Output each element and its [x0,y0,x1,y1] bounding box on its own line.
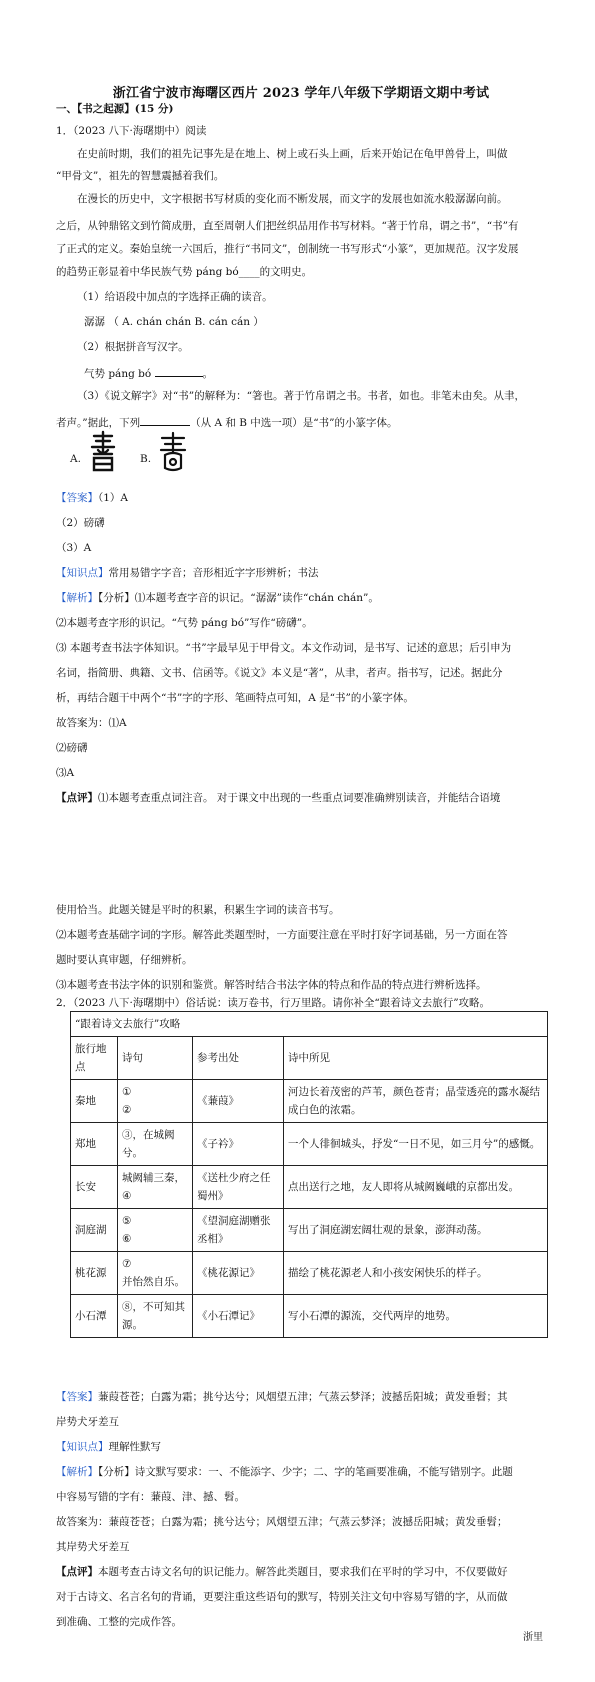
q1-knowledge-point [56,566,546,580]
table-cell: 城阙辅三秦， ④ [118,1166,193,1209]
q1-analysis-3: ⑶ 本题考查书法字体知识。“书”字最早见于甲骨文。本文作动词，是书写、记述的意思；后引申为 [56,642,512,654]
table-cell: 河边长着茂密的芦苇，颜色苍青；晶莹透亮的露水凝结成白色的浓霜。 [284,1080,548,1123]
analysis-text: 【分析】⑴本题考查字音的识记。“潺潺”读作“chán chán”。 [98,592,379,604]
option-b-label: B. [140,453,152,465]
table-header-cell: 诗中所见 [284,1037,548,1080]
table-cell: 一个人徘徊城头，抒发“一日不见，如三月兮”的感慨。 [284,1123,548,1166]
q1-sub3-cont [56,414,546,430]
q1-analysis-2: ⑵本题考查字形的识记。“气势 páng bó”写作“磅礴”。 [56,617,313,629]
table-header-cell: 诗句 [118,1037,193,1080]
option-a-label: A. [70,453,81,465]
knowledge-text: 理解性默写 [108,1441,161,1453]
table-cell: 《望洞庭湖赠张丞相》 [193,1209,284,1252]
q2-answer [56,1390,546,1404]
q1-sub3-text: 者声。”据此，下列 [56,417,141,429]
q2-final-answer-2: 其岸势犬牙差互 [56,1541,130,1553]
table-cell: ⑧，不可知其源。 [118,1295,193,1338]
q1-comment-2: 使用恰当。此题关键是平时的积累，积累生字词的读音书写。 [56,904,340,916]
analysis-tag: 【解析】 [56,592,98,604]
table-title: “跟着诗文去旅行”攻略 [71,1012,548,1037]
answer-blank [140,414,190,426]
table-header-row [71,1037,548,1080]
q2-analysis-2: 中容易写错的字有：蒹葭、津、撼、髫。 [56,1491,245,1503]
answer-blank [155,365,203,377]
q1-comment-3: ⑵本题考查基础字词的字形。解答此类题型时，一方面要注意在平时打好字词基础，另一方面在答 [56,929,508,941]
table-cell: ③，在城阙兮。 [118,1123,193,1166]
travel-guide-table [70,1011,548,1338]
q1-passage-line: 在漫长的历史中，文字根据书写材质的变化而不断发展，而文字的发展也如流水般潺潺向前。 [77,193,508,205]
q2-comment-3: 到准确、工整的完成作答。 [56,1616,182,1628]
table-cell: 《蒹葭》 [193,1080,284,1123]
q1-passage-line: 在史前时期，我们的祖先记事先是在地上、树上或石头上画，后来开始记在龟甲兽骨上，叫做 [77,148,508,160]
q1-sub3-text-2: （从 A 和 B 中选一项）是“书”的小篆字体。 [190,417,398,429]
q1-answer-3: （3）A [56,542,92,554]
knowledge-tag: 【知识点】 [56,1441,109,1453]
q1-sub1: （1）给语段中加点的字选择正确的读音。 [77,291,273,303]
q1-analysis [56,591,546,605]
q1-sub2-end: 。 [202,368,214,380]
page-footer: 浙里 [523,1632,543,1643]
answer-text: 蒹葭苍苍；白露为霜；挑兮达兮；风烟望五津；气蒸云梦泽；波撼岳阳城；黄发垂髫；其 [98,1391,508,1403]
table-cell: 《子衿》 [193,1123,284,1166]
table-row [71,1295,548,1338]
q1-comment-3b: 题时要认真审题，仔细辨析。 [56,954,193,966]
table-cell: 小石潭 [71,1295,118,1338]
table-row [71,1209,548,1252]
knowledge-tag: 【知识点】 [56,567,109,579]
table-cell: ⑤ ⑥ [118,1209,193,1252]
table-row [71,1080,548,1123]
seal-script-shu-b-image [156,430,190,474]
document-title: 浙江省宁波市海曙区西片 2023 学年八年级下学期语文期中考试 [112,86,490,101]
table-cell: 点出送行之地，友人即将从城阙巍峨的京都出发。 [284,1166,548,1209]
table-cell: ⑦ 并怡然自乐。 [118,1252,193,1295]
table-cell: 《桃花源记》 [193,1252,284,1295]
q2-knowledge-point [56,1440,546,1454]
q1-source: 1．（2023 八下·海曙期中）阅读 [56,125,207,137]
knowledge-text: 常用易错字字音；音形相近字字形辨析；书法 [108,567,319,579]
q1-comment [56,791,546,805]
q1-sub2-prompt [56,365,574,381]
comment-tag: 【点评】 [56,1566,98,1578]
q2-final-answer: 故答案为：蒹葭苍苍；白露为霜；挑兮达兮；风烟望五津；气蒸云梦泽；波撼岳阳城；黄发垂髫； [56,1516,508,1528]
table-cell: 长安 [71,1166,118,1209]
q1-analysis-3b: 名词，指简册、典籍、文书、信函等。《说文》本义是“著”，从聿，者声。指书写，记述。据此分 [56,667,503,679]
table-row [71,1123,548,1166]
table-cell: 秦地 [71,1080,118,1123]
section-heading: 一、【书之起源】(15 分) [56,103,174,115]
table-cell: ① ② [118,1080,193,1123]
q1-final-answer-2: ⑵磅礴 [56,742,88,754]
table-cell: 《小石潭记》 [193,1295,284,1338]
answer-tag: 【答案】 [56,1391,98,1403]
q1-passage-line: 之后，从钟鼎铭文到竹简成册，直至周朝人们把丝织品用作书写材料。“著于竹帛，谓之书”，“书”有 [56,220,519,232]
q2-comment [56,1565,546,1579]
table-cell: 写小石潭的源流，交代两岸的地势。 [284,1295,548,1338]
q1-sub2-pinyin: 气势 páng bó [84,368,152,380]
q1-sub2: （2）根据拼音写汉字。 [77,341,189,353]
q1-passage-line: 的趋势正彰显着中华民族气势 páng bó____的文明史。 [56,266,313,278]
q2-source: 2．（2023 八下·海曙期中）俗话说：读万卷书，行万里路。请你补全“跟着诗文去旅行”攻略。 [56,997,491,1009]
analysis-tag: 【解析】 [56,1466,98,1478]
table-cell: 郑地 [71,1123,118,1166]
answer-tag: 【答案】 [56,492,98,504]
table-cell: 描绘了桃花源老人和小孩安闲快乐的样子。 [284,1252,548,1295]
q2-comment-2: 对于古诗文、名言名句的背诵，更要注重这些语句的默写，特别关注文句中容易写错的字，从而做 [56,1591,508,1603]
analysis-text: 【分析】诗文默写要求：一、不能添字、少字；二、字的笔画要准确，不能写错别字。此题 [98,1466,513,1478]
table-row [71,1252,548,1295]
q1-comment-4: ⑶本题考查书法字体的识别和鉴赏。解答时结合书法字体的特点和作品的特点进行辨析选择。 [56,979,487,991]
q1-final-answer-3: ⑶A [56,767,75,779]
table-row [71,1166,548,1209]
q1-sub3: （3）《说文解字》对“书”的解释为：“箸也。著于竹帛谓之书。书者，如也。非笔未由矣。从聿， [77,390,526,402]
q1-answer-heading [56,491,546,505]
q1-passage-line: “甲骨文”，祖先的智慧震撼着我们。 [56,170,225,182]
q1-answer-2: （2）磅礴 [56,517,105,529]
q2-answer-2: 岸势犬牙差互 [56,1416,119,1428]
table-cell: 《送杜少府之任蜀州》 [193,1166,284,1209]
table-header-cell: 参考出处 [193,1037,284,1080]
comment-tag: 【点评】 [56,792,98,804]
q1-final-answer: 故答案为：⑴A [56,717,127,729]
table-cell: 桃花源 [71,1252,118,1295]
q1-passage-line: 了正式的定义。秦始皇统一六国后，推行“书同文”，创制统一书写形式“小篆”，更加规范。汉字发展 [56,243,519,255]
table-cell: 写出了洞庭湖宏阔壮观的景象，澎湃动荡。 [284,1209,548,1252]
table-cell: 洞庭湖 [71,1209,118,1252]
table-header-cell: 旅行地点 [71,1037,118,1080]
comment-text: 本题考查古诗文名句的识记能力。解答此类题目，要求我们在平时的学习中，不仅要做好 [98,1566,508,1578]
q1-answer-1: （1）A [98,492,129,504]
q1-sub1-options: 潺潺 （ A. chán chán B. cán cán ） [84,316,264,328]
q1-analysis-3c: 析，再结合题干中两个“书”字的字形、笔画特点可知，A 是“书”的小篆字体。 [56,692,414,704]
seal-script-shu-a-image [86,430,120,474]
q2-analysis [56,1465,546,1479]
comment-text: ⑴本题考查重点词注音。 对于课文中出现的一些重点词要准确辨别读音，并能结合语境 [98,792,501,804]
